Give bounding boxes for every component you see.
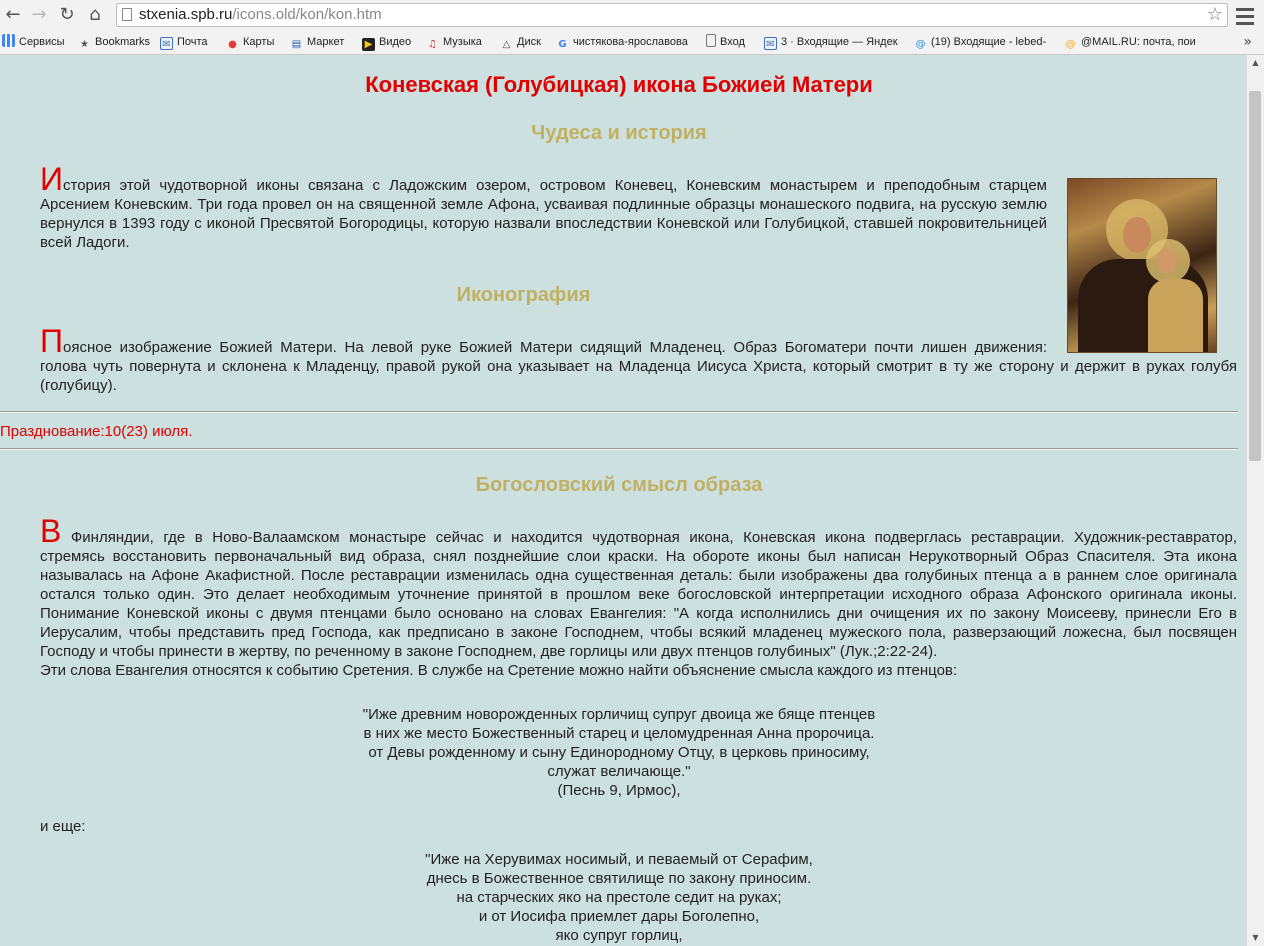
celebration-date: Празднование:10(23) июля. bbox=[0, 423, 193, 440]
bookmark-services[interactable] bbox=[2, 30, 65, 54]
verse-line: на старческих яко на престоле седит на руках; bbox=[456, 889, 782, 906]
paragraph-first-line bbox=[40, 323, 1047, 359]
bookmark-label: Почта bbox=[177, 36, 208, 48]
verse-line: и от Иосифа приемлет дары Боголепно, bbox=[478, 908, 760, 925]
mail-icon: ✉ bbox=[764, 37, 777, 50]
bookmark-label: чистякова-ярославова bbox=[573, 36, 688, 48]
bookmark-video[interactable] bbox=[362, 30, 411, 54]
bookmark-login[interactable] bbox=[706, 30, 745, 54]
verse-second bbox=[0, 850, 1238, 945]
section-heading-iconography: Иконография bbox=[456, 284, 591, 306]
browser-toolbar bbox=[0, 0, 1264, 30]
drop-cap: В bbox=[40, 513, 62, 549]
section-heading-theology: Богословский смысл образа bbox=[475, 474, 763, 496]
back-arrow-icon[interactable]: ← bbox=[5, 4, 21, 25]
paragraph-text: оясное изображение Божией Матери. На левой руке Божией Матери сидящий Младенец. Образ Богоматери почти лишен движения: bbox=[63, 339, 1047, 356]
vertical-scrollbar[interactable] bbox=[1246, 55, 1264, 946]
at-icon: @ bbox=[915, 39, 926, 50]
bookmark-label: 3 · Входящие — Яндек bbox=[781, 36, 898, 48]
bookmark-label: (19) Входящие - lebed- bbox=[931, 36, 1047, 48]
star-icon: ★ bbox=[80, 39, 89, 50]
text-line: Понимание Коневской иконы с двумя птенцами было основано на словах Евангелия: "А когда исполнились дни очищения их по закону Моисееву, принесли Его в bbox=[40, 605, 1237, 622]
verse-irmos bbox=[0, 705, 1238, 800]
verse-line: (Песнь 9, Ирмос), bbox=[557, 782, 681, 799]
bookmark-label: Маркет bbox=[307, 36, 345, 48]
text-line bbox=[40, 513, 1237, 549]
google-icon: G bbox=[558, 39, 567, 50]
music-icon: ♫ bbox=[428, 39, 437, 50]
page-title: Коневская (Голубицкая) икона Божией Матери bbox=[365, 72, 873, 97]
verse-line: днесь в Божественное святилище по закону приносим. bbox=[426, 870, 812, 887]
paragraph-iconography bbox=[40, 323, 1237, 395]
section-heading-miracles: Чудеса и история bbox=[531, 122, 707, 144]
paragraph-theology bbox=[40, 513, 1237, 680]
home-icon[interactable]: ⌂ bbox=[89, 4, 101, 25]
bookmark-bookmarks[interactable] bbox=[78, 30, 150, 54]
map-pin-icon: ● bbox=[228, 39, 237, 50]
disk-icon: △ bbox=[502, 39, 511, 50]
verse-line: "Иже древним новорожденных горличищ супруг двоица же бяще птенцев bbox=[362, 706, 876, 723]
text-line: Иерусалим, чтобы представить пред Господа, как предписано в законе Господнем, чтобы всякий младенец мужеского пола, разверзающий ложесна, был посвящен bbox=[40, 624, 1237, 641]
text-line: Господу и чтобы принести в жертву, по реченному в законе Господнем, две горлицы или двух птенцов голубиных" (Лук.;2:22-24). bbox=[40, 643, 938, 660]
video-icon: ▶ bbox=[362, 38, 375, 51]
bookmark-star-icon[interactable]: ☆ bbox=[1206, 4, 1223, 25]
bookmark-label: Диск bbox=[517, 36, 541, 48]
bookmark-inbox-lebed[interactable] bbox=[914, 30, 1046, 54]
bookmark-label: Вход bbox=[720, 36, 745, 48]
url-path: /icons.old/kon/kon.htm bbox=[232, 6, 382, 23]
bookmarks-bar bbox=[0, 30, 1264, 55]
scrollbar-thumb[interactable] bbox=[1249, 91, 1261, 461]
text-line: называлась на Афоне Акафистной. После реставрации изменилась одна существенная деталь: были изображены два голубиных птенца а в раннем слое оригинала bbox=[40, 567, 1237, 584]
divider bbox=[0, 411, 1238, 413]
chevron-double-right-icon[interactable]: » bbox=[1243, 34, 1252, 50]
url-text bbox=[139, 4, 382, 26]
browser-menu-icon[interactable] bbox=[1236, 4, 1254, 26]
verse-line: "Иже на Херувимах носимый, и певаемый от Серафим, bbox=[425, 851, 813, 868]
drop-cap: П bbox=[40, 323, 63, 359]
bookmark-music[interactable] bbox=[426, 30, 482, 54]
bookmark-mail[interactable] bbox=[160, 30, 208, 54]
bookmark-label: Музыка bbox=[443, 36, 482, 48]
line-text: Финляндии, где в Ново-Валаамском монастыре сейчас и находится чудотворная икона, Коневская икона подверглась реставрации. Художник-реставратор, bbox=[61, 529, 1237, 546]
at-icon: @ bbox=[1065, 39, 1076, 50]
bookmark-mailru[interactable] bbox=[1064, 30, 1196, 54]
bookmark-label: Сервисы bbox=[19, 36, 65, 48]
forward-arrow-icon[interactable]: → bbox=[31, 4, 47, 25]
page-icon bbox=[122, 8, 132, 21]
verse-line: служат величающе." bbox=[547, 763, 691, 780]
scroll-up-arrow-icon[interactable]: ▲ bbox=[1252, 58, 1259, 67]
paragraph-text: голова чуть повернута и склонена к Младенцу, правой рукой она указывает на Младенца Иисуса Христа, который смотрит в ту же сторону и держит в руках голубя (голубицу). bbox=[40, 358, 1237, 394]
divider bbox=[0, 448, 1238, 450]
verse-line: в них же место Божественный старец и целомудренная Анна пророчица. bbox=[363, 725, 875, 742]
text-line: остался только один. Это делает необходимым уточнение принятой в прошлом веке богословской интерпретации исходного образа Афонского оригинала иконы. bbox=[40, 586, 1237, 603]
and-more-text: и еще: bbox=[40, 818, 86, 835]
paragraph-history bbox=[40, 161, 1047, 252]
bookmark-google[interactable] bbox=[556, 30, 688, 54]
url-host: stxenia.spb.ru bbox=[139, 6, 233, 23]
verse-line: от Девы рожденному и сыну Единородному Отцу, в церковь приносиму, bbox=[368, 744, 870, 761]
bookmark-label: Видео bbox=[379, 36, 412, 48]
paragraph-text: стория этой чудотворной иконы связана с Ладожским озером, островом Коневец, Коневским монастырем и преподобным старцем Арсением Коневским. Три года провел он на священной земле Афона, усваивая подлинные образцы монашеского подвига, на русскую землю вернулся в 1393 году с иконой Пресвятой Богородицы, которую назвали впоследствии Коневской или Голубицкой, ставшей покровительницей всей Ладоги. bbox=[40, 177, 1047, 251]
page-icon bbox=[706, 34, 716, 47]
scroll-down-arrow-icon[interactable]: ▼ bbox=[1252, 933, 1259, 942]
mail-icon: ✉ bbox=[160, 37, 173, 50]
icon-image bbox=[1067, 178, 1217, 353]
text-line: стремясь восстановить первоначальный вид образа, снял позднейшие слои краски. На обороте иконы был написан Нерукотворный Образ Спасителя. Эта икона bbox=[40, 548, 1237, 565]
address-bar[interactable] bbox=[116, 3, 1228, 27]
bookmark-yandex-inbox[interactable] bbox=[764, 30, 898, 54]
bookmark-label: Карты bbox=[243, 36, 275, 48]
bookmark-disk[interactable] bbox=[500, 30, 541, 54]
bookmark-maps[interactable] bbox=[226, 30, 274, 54]
verse-line: яко супруг горлиц, bbox=[555, 927, 683, 944]
page-viewport bbox=[0, 55, 1246, 946]
drop-cap: И bbox=[40, 161, 63, 197]
reload-icon[interactable]: ↻ bbox=[59, 4, 75, 25]
text-line: Эти слова Евангелия относятся к событию Сретения. В службе на Сретение можно найти объяснение смысла каждого из птенцов: bbox=[40, 662, 958, 679]
bookmark-label: @MAIL.RU: почта, пои bbox=[1081, 36, 1196, 48]
bookmark-label: Bookmarks bbox=[95, 36, 151, 48]
cart-icon: ▤ bbox=[291, 39, 302, 50]
apps-grid-icon bbox=[2, 34, 15, 47]
bookmark-market[interactable] bbox=[290, 30, 344, 54]
